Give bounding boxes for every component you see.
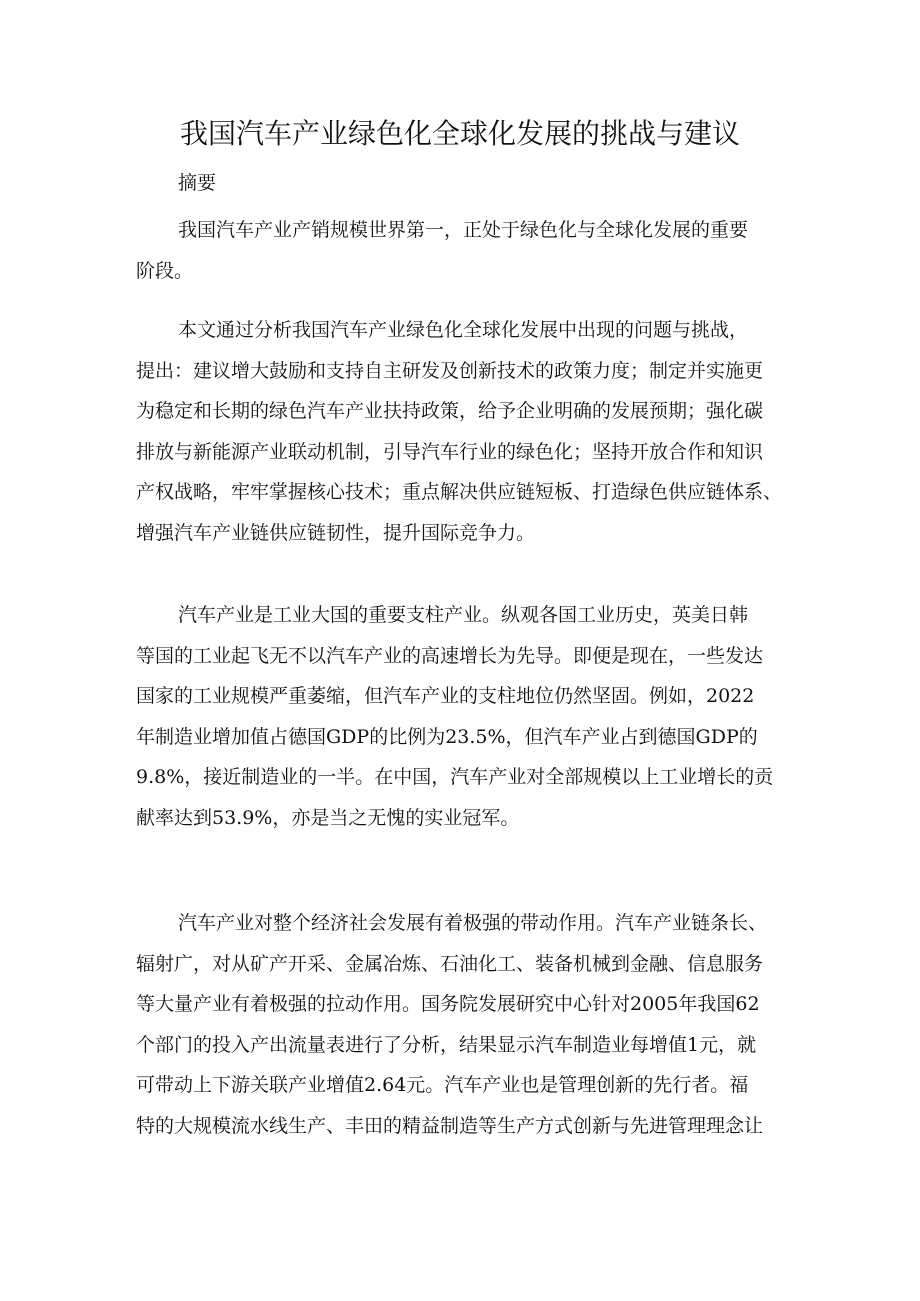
- paragraph-line: 年制造业增加值占德国GDP的比例为23.5%，但汽车产业占到德国GDP的: [136, 725, 758, 748]
- paragraph-line: 汽车产业对整个经济社会发展有着极强的带动作用。汽车产业链条长、: [178, 912, 768, 934]
- paragraph-4: [136, 903, 796, 1147]
- paragraph-line: 9.8%，接近制造业的一半。在中国，汽车产业对全部规模以上工业增长的贡: [136, 766, 774, 789]
- paragraph-line: 个部门的投入产出流量表进行了分析，结果显示汽车制造业每增值1元，就: [136, 1033, 757, 1056]
- paragraph-line: 献率达到53.9%，亦是当之无愧的实业冠军。: [136, 806, 520, 829]
- paragraph-3: [136, 595, 796, 839]
- paragraph-line: 国家的工业规模严重萎缩，但汽车产业的支柱地位仍然坚固。例如，2022: [136, 685, 755, 708]
- paragraph-line: 为稳定和长期的绿色汽车产业扶持政策，给予企业明确的发展预期；强化碳: [136, 400, 764, 423]
- paragraph-line: 特的大规模流水线生产、丰田的精益制造等生产方式创新与先进管理理念让: [136, 1114, 764, 1137]
- paragraph-line: 阶段。: [136, 259, 194, 282]
- paragraph-2: [136, 310, 796, 554]
- paragraph-line: 等国的工业起飞无不以汽车产业的高速增长为先导。即便是现在，一些发达: [136, 644, 764, 667]
- paragraph-line: 可带动上下游关联产业增值2.64元。汽车产业也是管理创新的先行者。福: [136, 1074, 749, 1097]
- paragraph-line: 辐射广，对从矿产开采、金属冶炼、石油化工、装备机械到金融、信息服务: [136, 952, 764, 975]
- paragraph-line: 汽车产业是工业大国的重要支柱产业。纵观各国工业历史，英美日韩: [178, 604, 749, 626]
- paragraph-line: 产权战略，牢牢掌握核心技术；重点解决供应链短板、打造绿色供应链体系、: [136, 481, 783, 504]
- paragraph-line: 提出：建议增大鼓励和支持自主研发及创新技术的政策力度；制定并实施更: [136, 359, 764, 382]
- paragraph-line: 我国汽车产业产销规模世界第一，正处于绿色化与全球化发展的重要: [178, 219, 749, 241]
- abstract-heading: 摘要: [178, 172, 217, 194]
- paragraph-line: 增强汽车产业链供应链韧性，提升国际竞争力。: [136, 521, 536, 544]
- paragraph-line: 排放与新能源产业联动机制，引导汽车行业的绿色化；坚持开放合作和知识: [136, 440, 764, 463]
- paragraph-line: 等大量产业有着极强的拉动作用。国务院发展研究中心针对2005年我国62: [136, 993, 760, 1016]
- paragraph-line: 本文通过分析我国汽车产业绿色化全球化发展中出现的问题与挑战，: [178, 319, 749, 341]
- paragraph-1: [136, 210, 796, 291]
- document-title: 我国汽车产业绿色化全球化发展的挑战与建议: [179, 117, 740, 150]
